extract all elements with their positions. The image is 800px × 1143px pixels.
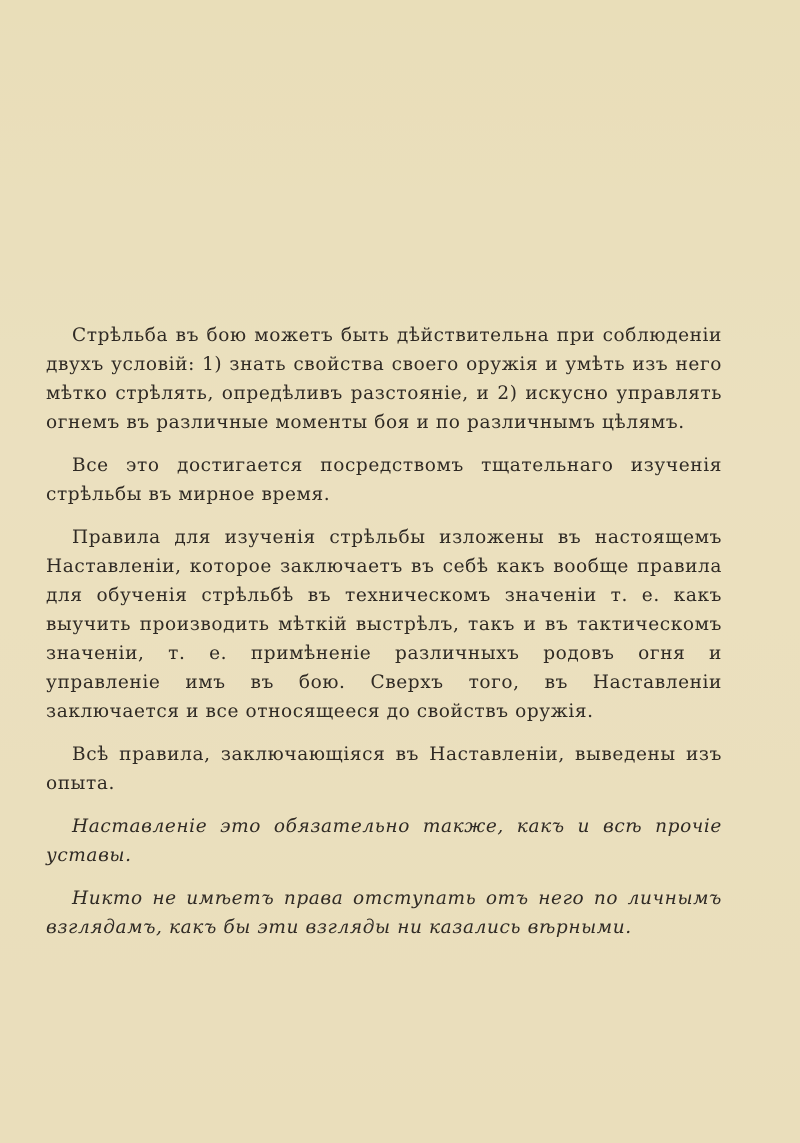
paragraph-4: Всѣ правила, заключающіяся въ Наставленіи, выведены изъ опыта. — [46, 744, 722, 794]
paragraph-5-italic: Наставленіе это обязательно также, какъ и всѣ прочіе уставы. — [46, 816, 722, 866]
paragraph-6-italic: Никто не имѣетъ права отступать отъ него по личнымъ взглядамъ, какъ бы эти взгляды ни казались вѣрными. — [46, 888, 722, 938]
paragraph-3: Правила для изученія стрѣльбы изложены въ настоящемъ Наставленіи, которое заключаетъ въ себѣ какъ вообще правила для обученія стрѣльбѣ въ техническомъ значеніи т. е. какъ выучить производить мѣткій выстрѣлъ, такъ и въ тактическомъ значеніи, т. е. примѣненіе различныхъ родовъ огня и управленіе имъ въ бою. Сверхъ того, въ Наставленіи заключается и все относящееся до свойствъ оружія. — [46, 527, 722, 722]
paragraph-2: Все это достигается посредствомъ тщательнаго изученія стрѣльбы въ мирное время. — [46, 455, 722, 505]
paragraph-1: Стрѣльба въ бою можетъ быть дѣйствительна при соблюденіи двухъ условій: 1) знать свойства своего оружія и умѣть изъ него мѣтко стрѣлять, опредѣливъ разстояніе, и 2) искусно управлять огнемъ въ различные моменты боя и по различнымъ цѣлямъ. — [46, 325, 722, 433]
page-text-block — [46, 321, 722, 956]
